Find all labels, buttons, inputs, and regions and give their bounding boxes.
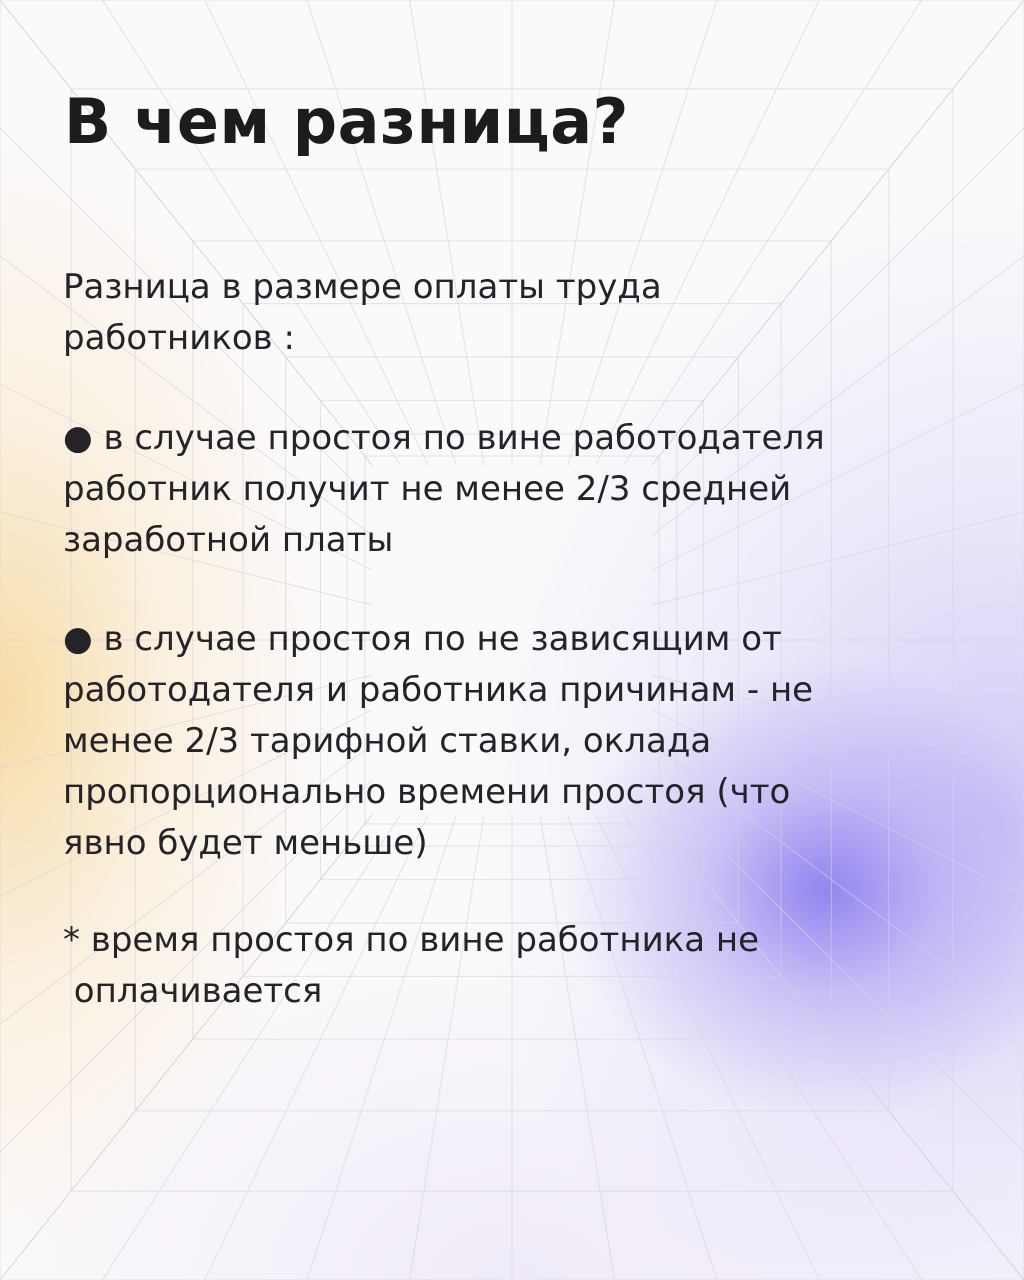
- grid-line: [624, 815, 922, 1280]
- bullet-line: ● в случае простоя по не зависящим от: [63, 619, 782, 659]
- grid-line: [568, 815, 717, 1280]
- grid-line: [624, 0, 922, 465]
- grid-line: [102, 815, 400, 1280]
- intro-line: Разница в размере оплаты труда: [63, 267, 662, 307]
- footnote-line: * время простоя по вине работника не: [63, 920, 760, 960]
- grid-line: [540, 0, 614, 465]
- grid-line: [307, 815, 456, 1280]
- bullet-line: работник получит не менее 2/3 средней: [63, 469, 792, 509]
- bullet-item-employer-fault: [63, 413, 963, 566]
- grid-line: [410, 815, 484, 1280]
- bullet-line: явно будет меньше): [63, 823, 428, 863]
- slide-title: В чем разница?: [64, 85, 629, 158]
- footnote: [63, 915, 963, 1017]
- grid-line: [102, 0, 400, 465]
- bullet-line: заработной платы: [63, 520, 394, 560]
- bullet-line: менее 2/3 тарифной ставки, оклада: [63, 721, 712, 761]
- intro-paragraph: [63, 262, 963, 364]
- bullet-line: работодателя и работника причинам - не: [63, 670, 814, 710]
- bullet-line: пропорционально времени простоя (что: [63, 772, 791, 812]
- grid-line: [568, 0, 717, 465]
- grid-line: [540, 815, 614, 1280]
- grid-line: [307, 0, 456, 465]
- footnote-line: оплачивается: [63, 971, 323, 1011]
- intro-line: работников :: [63, 318, 295, 358]
- grid-line: [410, 0, 484, 465]
- bullet-line: ● в случае простоя по вине работодателя: [63, 418, 825, 458]
- bullet-item-independent-causes: [63, 614, 963, 869]
